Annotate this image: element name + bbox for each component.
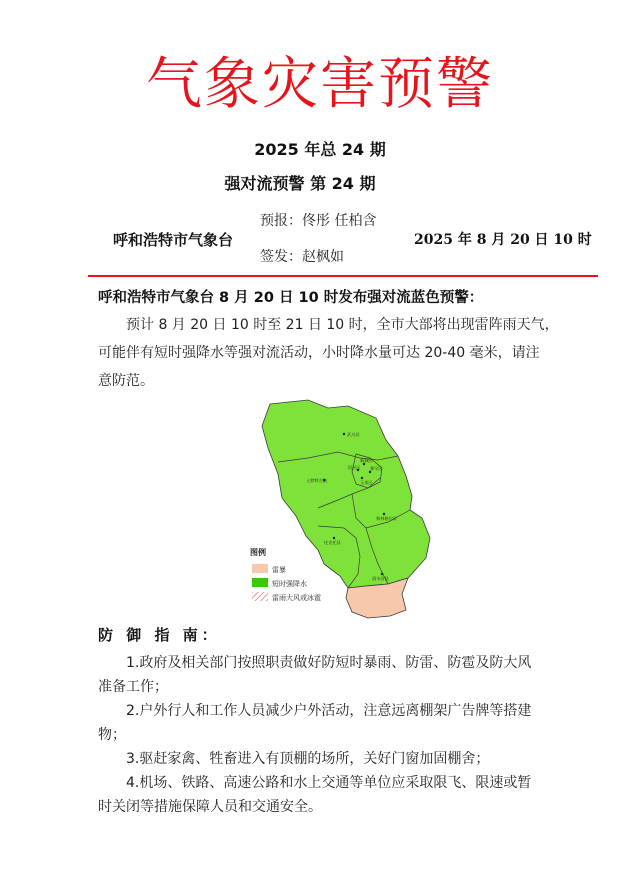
- legend-swatch-heavy-rain: [252, 578, 268, 587]
- issue-date: 2025 年 8 月 20 日 10 时: [414, 232, 592, 248]
- warning-map: [248, 398, 443, 620]
- legend-label-thunder: 雷暴: [272, 566, 286, 574]
- marker-saihan: [369, 471, 371, 473]
- marker-togtoh: [333, 537, 335, 539]
- warning-title: 气象灾害预警: [146, 52, 494, 117]
- label-xincheng: 新城区: [360, 458, 373, 463]
- label-tumote: 土默特左旗: [306, 478, 327, 483]
- guide-line-3: 2.户外行人和工作人员减少户外活动，注意远离棚架广告牌等搭建: [126, 703, 532, 719]
- warning-heading: 呼和浩特市气象台 8 月 20 日 10 时发布强对流蓝色预警：: [98, 290, 484, 306]
- paragraph-line-3: 意防范。: [98, 373, 154, 389]
- paragraph-line-1: 预计 8 月 20 日 10 时至 21 日 10 时，全市大部将出现雷阵雨天气，: [126, 317, 559, 333]
- issuer: 签发：赵枫如: [260, 249, 344, 265]
- marker-horinger: [383, 513, 385, 515]
- marker-yuquan: [361, 477, 363, 479]
- label-horinger: 和林格尔县: [376, 516, 397, 521]
- label-huimin: 回民区: [348, 465, 361, 470]
- label-qingshuihe: 清水河县: [372, 576, 389, 581]
- issuing-organization: 呼和浩特市气象台: [113, 231, 234, 249]
- guide-line-7: 时关闭等措施保障人员和交通安全。: [98, 799, 322, 815]
- guide-line-2: 准备工作；: [98, 679, 168, 695]
- issue-type: 强对流预警 第 24 期: [224, 174, 376, 193]
- label-togtoh: 托克托县: [324, 540, 341, 545]
- label-yuquan: 玉泉区: [360, 480, 373, 485]
- green-region: [262, 400, 430, 588]
- legend-label-wind-hail: 雷雨大风或冰雹: [272, 594, 321, 602]
- label-saihan: 赛罕区: [370, 466, 383, 471]
- marker-wuchuan: [343, 433, 345, 435]
- red-divider: [88, 275, 598, 277]
- map-svg: [248, 398, 443, 620]
- forecasters: 预报：佟彤 任柏含: [260, 213, 377, 229]
- marker-qingshuihe: [381, 573, 383, 575]
- legend-swatch-wind-hail: [252, 592, 268, 601]
- legend-swatch-thunder: [252, 564, 268, 573]
- guide-line-5: 3.驱赶家禽、牲畜进入有顶棚的场所，关好门窗加固棚舍；: [126, 751, 490, 767]
- issue-total: 2025 年总 24 期: [254, 140, 386, 159]
- guide-line-1: 1.政府及相关部门按照职责做好防短时暴雨、防雷、防雹及防大风: [126, 655, 532, 671]
- paragraph-line-2: 可能伴有短时强降水等强对流活动，小时降水量可达 20-40 毫米，请注: [98, 345, 540, 361]
- legend-title: 图例: [250, 548, 266, 557]
- guide-line-6: 4.机场、铁路、高速公路和水上交通等单位应采取限飞、限速或暂: [126, 775, 532, 791]
- legend-label-heavy-rain: 短时强降水: [272, 580, 307, 588]
- guide-line-4: 物；: [98, 727, 126, 743]
- marker-xincheng: [363, 463, 365, 465]
- guide-title: 防 御 指 南：: [98, 626, 221, 644]
- label-wuchuan: 武川县: [347, 432, 360, 437]
